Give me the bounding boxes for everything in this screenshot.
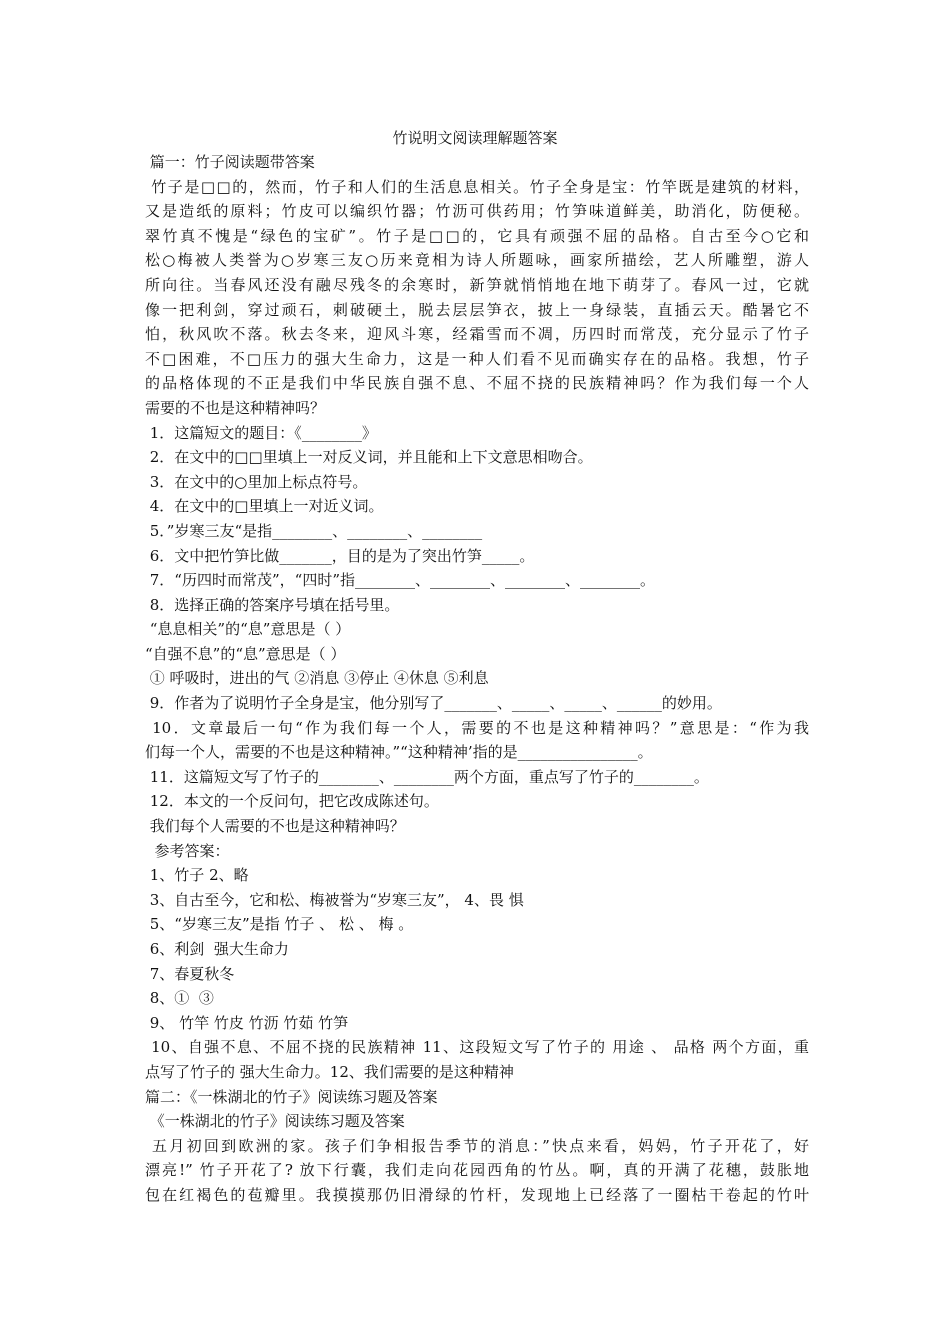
question-line: 3．在文中的○里加上标点符号。 xyxy=(145,472,368,491)
document-title: 竹说明文阅读理解题答案 xyxy=(392,129,558,147)
text-line: 松○梅被人类誉为○岁寒三友○历来竟相为诗人所题咏，画家所描绘，艺人所雕塑，游人 xyxy=(145,251,809,270)
answer-line: 7、春夏秋冬 xyxy=(145,964,235,983)
question-line: 1．这篇短文的题目：《________》 xyxy=(145,423,377,442)
text-line: 篇一：竹子阅读题带答案 xyxy=(145,153,315,171)
section-heading: 篇二：《一株湖北的竹子》阅读练习题及答案 xyxy=(145,1087,438,1106)
text-line: 的品格体现的不正是我们中华民族自强不息、不屈不挠的民族精神吗？作为我们每一个人 xyxy=(145,374,809,393)
answer-line: 6、利剑 强大生命力 xyxy=(145,940,289,958)
answer-line: 点写了竹子的 强大生命力。12、我们需要的是这种精神 xyxy=(145,1062,514,1081)
text-line: 包在红褐色的苞瓣里。我摸摸那仍旧滑绿的竹杆，发现地上已经落了一圈枯干卷起的竹叶 xyxy=(145,1185,809,1204)
question-line: “息息相关”的“息”意思是（ ） xyxy=(145,620,351,639)
text-line: 漂亮!” 竹子开花了? 放下行囊，我们走向花园西角的竹丛。啊，真的开满了花穗，鼓胀地 xyxy=(145,1161,809,1180)
question-line: 12．本文的一个反问句，把它改成陈述句。 xyxy=(145,792,439,811)
question-line: 们每一个人，需要的不也是这种精神。”“这种精神’指的是________________。 xyxy=(145,743,653,762)
answer-line: 9、 竹竿 竹皮 竹沥 竹茹 竹笋 xyxy=(145,1013,349,1032)
answer-heading: 参考答案： xyxy=(145,841,230,860)
text-line: 翠竹真不愧是“绿色的宝矿”。竹子是□□的，它具有顽强不屈的品格。自古至今○它和 xyxy=(145,226,809,245)
answer-line: 1、竹子 2、略 xyxy=(145,866,249,885)
text-line: 像一把利剑，穿过顽石，刺破硬土，脱去层层笋衣，披上一身绿装，直插云天。酷暑它不 xyxy=(145,300,809,319)
section-subheading: 《一株湖北的竹子》阅读练习题及答案 xyxy=(145,1112,405,1131)
answer-line: 3、自古至今，它和松、梅被誉为“岁寒三友”， 4、畏 惧 xyxy=(145,890,524,909)
question-line: 7．“历四时而常茂”，“四时”指________、________、________、________。 xyxy=(145,571,655,590)
text-line: 竹子是□□的，然而，竹子和人们的生活息息相关。竹子全身是宝：竹竿既是建筑的材料， xyxy=(145,177,809,196)
answer-line: 8、① ③ xyxy=(145,989,214,1008)
question-line: “自强不息”的“息”意思是（ ） xyxy=(145,644,346,663)
document-body xyxy=(145,150,809,1208)
text-line: 怕，秋风吹不落。秋去冬来，迎风斗寒，经霜雪而不凋，历四时而常茂，充分显示了竹子 xyxy=(145,325,809,344)
question-line: ① 呼吸时，进出的气 ②消息 ③停止 ④休息 ⑤利息 xyxy=(145,669,489,688)
text-line: 又是造纸的原料；竹皮可以编织竹器；竹沥可供药用；竹笋味道鲜美，助消化，防便秘。 xyxy=(145,202,809,221)
answer-line: 5、“岁寒三友”是指 竹子 、 松 、 梅 。 xyxy=(145,915,414,934)
question-line: 10．文章最后一句“作为我们每一个人，需要的不也是这种精神吗？”意思是：“作为我 xyxy=(145,718,809,737)
question-line: 9．作者为了说明竹子全身是宝，他分别写了_______、_____、_____、______的妙用。 xyxy=(145,694,722,713)
question-line: 我们每个人需要的不也是这种精神吗？ xyxy=(145,817,405,836)
text-line: 需要的不也是这种精神吗？ xyxy=(145,398,326,417)
text-line: 五月初回到欧洲的家。孩子们争相报告季节的消息：”快点来看，妈妈，竹子开花了，好 xyxy=(145,1136,809,1155)
question-line: 8．选择正确的答案序号填在括号里。 xyxy=(145,595,400,614)
question-line: 5．”岁寒三友“是指________、________、________ xyxy=(145,521,483,540)
question-line: 6．文中把竹笋比做_______，目的是为了突出竹笋_____。 xyxy=(145,546,535,565)
text-line: 不□困难，不□压力的强大生命力，这是一种人们看不见而确实存在的品格。我想，竹子 xyxy=(145,349,809,368)
question-line: 2．在文中的□□里填上一对反义词，并且能和上下文意思相吻合。 xyxy=(145,448,593,467)
question-line: 11．这篇短文写了竹子的________、________两个方面，重点写了竹子的________。 xyxy=(145,767,709,786)
answer-line: 10、自强不息、不屈不挠的民族精神 11、这段短文写了竹子的 用途 、 品格 两个方面，重 xyxy=(145,1038,809,1057)
text-line: 所向往。当春风还没有融尽残冬的余寒时，新笋就悄悄地在地下萌芽了。春风一过，它就 xyxy=(145,275,809,294)
question-line: 4．在文中的□里填上一对近义词。 xyxy=(145,497,384,516)
